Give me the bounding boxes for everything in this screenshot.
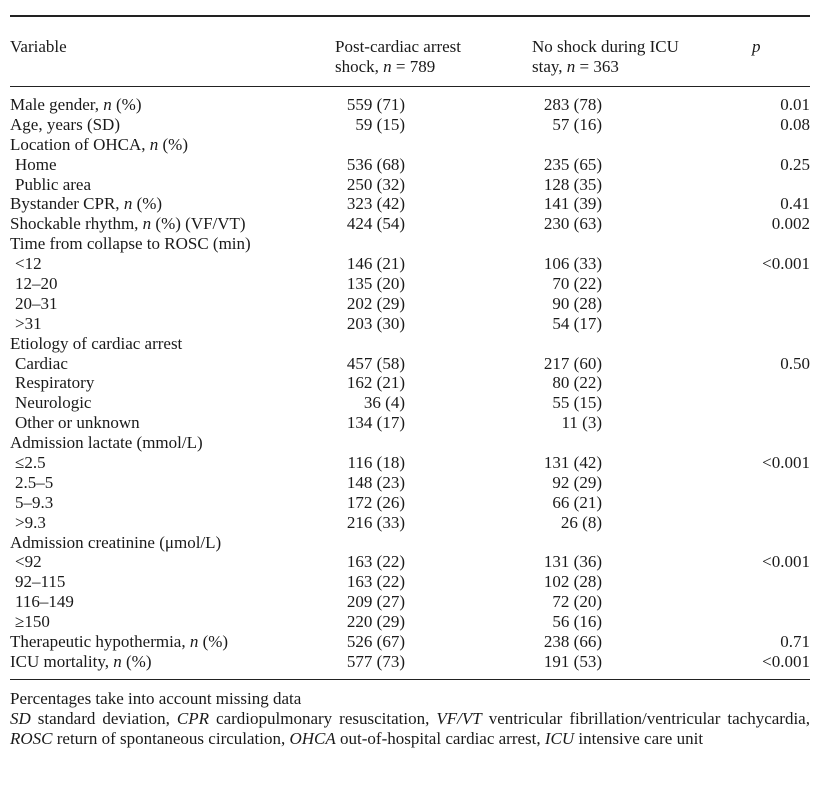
variable-suffix: (%) [198,632,229,652]
noshock-value-cell: 131 (42) [543,453,602,473]
shock-value-cell: 216 (33) [346,512,405,532]
abbreviation-term: ICU [544,729,575,748]
table-row [0,115,820,135]
table-row [0,214,820,234]
variable-label: <12 [15,254,42,274]
p-value-cell: 0.71 [780,632,810,652]
shock-value-cell: 146 (21) [346,254,405,274]
shock-value-cell: 577 (73) [346,651,405,671]
variable-label: Therapeutic hypothermia, [10,632,190,652]
table-row [0,433,820,453]
header-p-value [752,37,761,57]
variable-label: ≥150 [15,612,50,632]
table-row [0,513,820,533]
variable-cell [15,254,42,274]
noshock-value-cell: 57 (16) [552,114,602,134]
header-shock-line1: Post-cardiac arrest [335,37,462,56]
variable-cell [10,334,182,354]
variable-cell [15,572,65,592]
variable-suffix: (%) [158,134,188,154]
table-row [0,274,820,294]
table-row [0,572,820,592]
variable-label: Bystander CPR, [10,194,124,214]
noshock-value-cell: 102 (28) [543,572,602,592]
table-row [0,175,820,195]
header-shock-line2 [335,57,461,77]
shock-value-cell: 36 (4) [363,393,405,413]
variable-cell [10,632,228,652]
shock-value-cell: 250 (32) [346,174,405,194]
variable-label: Shockable rhythm, [10,214,143,234]
header-no-shock [532,37,679,77]
header-p-label: p [752,37,761,56]
abbreviation-term: SD [10,709,31,728]
shock-value-cell: 323 (42) [346,194,405,214]
variable-cell [15,155,57,175]
variable-label: 20–31 [15,293,58,313]
p-value-cell: <0.001 [762,651,810,671]
shock-value-cell: 163 (22) [346,552,405,572]
p-value-cell: 0.002 [771,214,810,234]
p-value-cell: <0.001 [762,254,810,274]
table-row [0,533,820,553]
abbreviation-term: ROSC [10,729,53,748]
variable-label: <92 [15,552,42,572]
variable-cell [10,214,246,234]
noshock-value-cell: 54 (17) [552,313,602,333]
footnote-missing-data: Percentages take into account missing data [10,689,302,708]
variable-cell [10,115,120,135]
variable-cell [15,513,46,533]
abbreviation-term: VF/VT [436,709,482,728]
variable-suffix: (%) [111,95,142,114]
table-row [0,632,820,652]
table-row [0,354,820,374]
variable-n-symbol: n [103,95,112,114]
variable-label: Cardiac [15,353,68,373]
variable-suffix: (%) (VF/VT) [151,214,246,234]
table-row [0,373,820,393]
header-post-cardiac-arrest-shock [335,37,461,77]
header-noshock-n: n [566,57,576,76]
variable-cell [15,612,50,632]
table-row [0,552,820,572]
noshock-value-cell: 283 (78) [543,95,602,114]
shock-value-cell: 162 (21) [346,373,405,393]
abbreviation-definition: intensive care unit [574,729,704,748]
noshock-value-cell: 128 (35) [543,174,602,194]
header-noshock-prefix: stay, [532,57,567,76]
table-row [0,334,820,354]
variable-cell [10,533,221,553]
noshock-value-cell: 141 (39) [543,194,602,214]
variable-label: >31 [15,313,42,333]
shock-value-cell: 59 (15) [355,114,405,134]
abbreviation-definition: cardiopulmonary resuscitation, [209,709,437,728]
noshock-value-cell: 230 (63) [543,214,602,234]
table-body [0,95,820,672]
variable-label: >9.3 [15,512,46,532]
table-row [0,592,820,612]
noshock-value-cell: 238 (66) [543,632,602,652]
p-value-cell: 0.41 [780,194,810,214]
table-row [0,314,820,334]
table-row [0,234,820,254]
variable-n-symbol: n [113,651,122,671]
table-row [0,393,820,413]
abbreviation-definition: standard deviation, [30,709,177,728]
table-top-rule [10,15,810,17]
variable-cell [15,592,74,612]
shock-value-cell: 148 (23) [346,472,405,492]
noshock-value-cell: 217 (60) [543,353,602,373]
shock-value-cell: 202 (29) [346,293,405,313]
noshock-value-cell: 72 (20) [552,592,602,612]
variable-cell [15,274,58,294]
p-value-cell: <0.001 [762,552,810,572]
abbreviation-definition: out-of-hospital cardiac arrest, [335,729,545,748]
variable-label: 2.5–5 [15,472,54,492]
variable-label: Male gender, [10,95,104,114]
shock-value-cell: 163 (22) [346,572,405,592]
variable-label: 92–115 [15,572,66,592]
variable-cell [15,373,94,393]
variable-label: ICU mortality, [10,651,114,671]
header-noshock-line1: No shock during ICU [532,37,679,56]
noshock-value-cell: 80 (22) [552,373,602,393]
variable-n-symbol: n [149,134,159,154]
noshock-value-cell: 106 (33) [543,254,602,274]
variable-cell [10,194,162,214]
table-row [0,493,820,513]
variable-cell [10,135,188,155]
table-row [0,652,820,672]
noshock-value-cell: 70 (22) [552,274,602,294]
table-row [0,155,820,175]
variable-n-symbol: n [142,214,152,234]
shock-value-cell: 457 (58) [346,353,405,373]
variable-cell [15,552,42,572]
variable-cell [15,413,140,433]
variable-label: ≤2.5 [15,453,46,473]
variable-cell [15,453,46,473]
variable-cell [10,433,203,453]
shock-value-cell: 172 (26) [346,492,405,512]
noshock-value-cell: 55 (15) [552,393,602,413]
abbreviation-term: OHCA [289,729,336,748]
noshock-value-cell: 26 (8) [560,512,602,532]
variable-label: Other or unknown [15,413,140,433]
variable-label: Public area [15,174,91,194]
variable-cell [15,493,53,513]
shock-value-cell: 134 (17) [346,413,405,433]
variable-cell [15,294,58,314]
header-rule [10,86,810,87]
variable-cell [15,393,91,413]
variable-label: Location of OHCA, [10,134,150,154]
header-shock-n: n [383,57,392,76]
variable-cell [10,234,251,254]
noshock-value-cell: 191 (53) [543,651,602,671]
header-variable [10,37,67,57]
noshock-value-cell: 131 (36) [543,552,602,572]
table-bottom-rule [10,679,810,680]
variable-label: 12–20 [15,274,58,294]
variable-label: Etiology of cardiac arrest [10,333,183,353]
footnote-abbreviations [10,709,810,749]
p-value-cell: 0.50 [780,353,810,373]
variable-label: Respiratory [15,373,95,393]
table-row [0,254,820,274]
table-row [0,473,820,493]
header-noshock-count: = 363 [575,57,619,76]
variable-label: Time from collapse to ROSC (min) [10,234,251,254]
header-shock-count: = 789 [391,57,436,76]
shock-value-cell: 220 (29) [346,612,405,632]
variable-label: Home [15,154,57,174]
header-shock-prefix: shock, [335,57,384,76]
p-value-cell: 0.25 [780,154,810,174]
shock-value-cell: 424 (54) [346,214,405,234]
shock-value-cell: 203 (30) [346,313,405,333]
table-row [0,135,820,155]
shock-value-cell: 209 (27) [346,592,405,612]
noshock-value-cell: 66 (21) [552,492,602,512]
variable-cell [10,95,142,115]
variable-label: Admission creatinine (μmol/L) [10,532,222,552]
variable-cell [15,175,91,195]
variable-cell [15,473,53,493]
variable-label: 116–149 [15,592,74,612]
variable-label: Admission lactate (mmol/L) [10,433,203,453]
table-row [0,95,820,115]
table-row [0,453,820,473]
abbreviation-term: CPR [176,709,210,728]
p-value-cell: 0.01 [780,95,810,114]
variable-label: Neurologic [15,393,92,413]
variable-n-symbol: n [189,632,199,652]
p-value-cell: <0.001 [762,453,810,473]
p-value-cell: 0.08 [780,114,810,134]
noshock-value-cell: 56 (16) [552,612,602,632]
noshock-value-cell: 11 (3) [561,413,602,433]
variable-cell [15,354,68,374]
abbreviation-definition: ventricular fibrillation/ventricular tachycardia, [481,709,810,728]
variable-suffix: (%) [121,651,152,671]
variable-suffix: (%) [132,194,163,214]
header-variable-label: Variable [10,37,67,56]
noshock-value-cell: 92 (29) [552,472,602,492]
variable-cell [15,314,42,334]
shock-value-cell: 536 (68) [346,154,405,174]
variable-label: 5–9.3 [15,492,54,512]
header-noshock-line2 [532,57,679,77]
variable-cell [10,652,151,672]
variable-n-symbol: n [123,194,133,214]
table-row [0,612,820,632]
shock-value-cell: 116 (18) [347,453,405,473]
table-row [0,413,820,433]
variable-label: Age, years (SD) [10,114,120,134]
noshock-value-cell: 235 (65) [543,154,602,174]
shock-value-cell: 526 (67) [346,632,405,652]
abbreviation-definition: return of spontaneous circulation, [52,729,290,748]
table-row [0,194,820,214]
table-footnotes [10,689,810,749]
table-row [0,294,820,314]
noshock-value-cell: 90 (28) [552,293,602,313]
shock-value-cell: 559 (71) [346,95,405,114]
shock-value-cell: 135 (20) [346,274,405,294]
